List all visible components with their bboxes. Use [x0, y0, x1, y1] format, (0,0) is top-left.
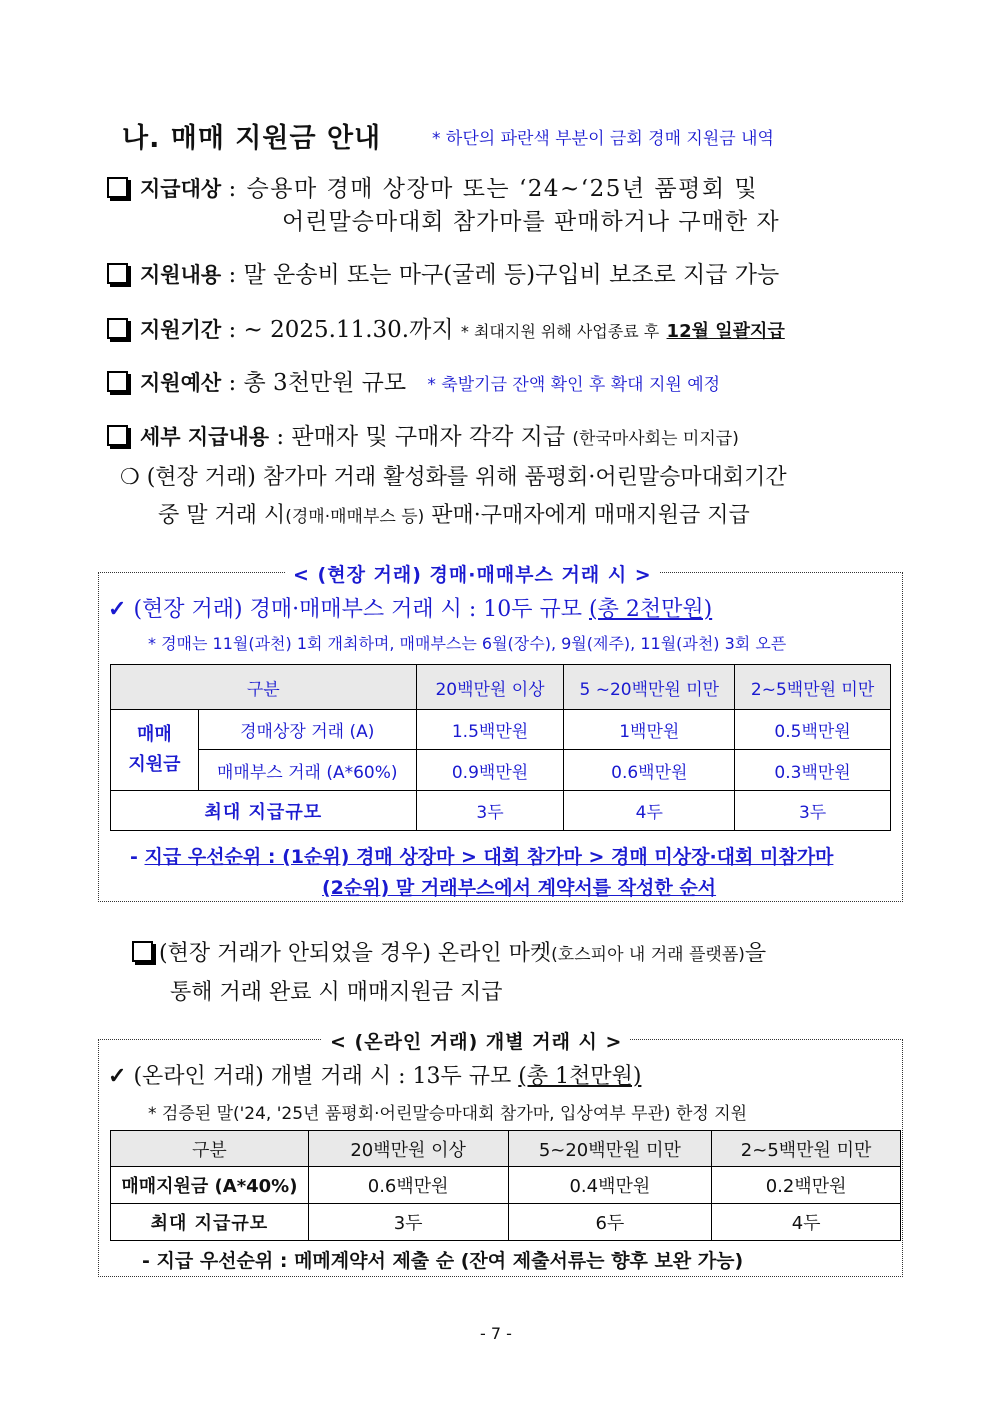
dash: -	[130, 846, 145, 868]
online-cell: 0.6백만원	[308, 1167, 508, 1204]
onsite-check-total: (총 2천만원)	[589, 597, 713, 622]
online-row-label: 매매지원금 (A*40%)	[111, 1167, 309, 1204]
checkbox-square-icon	[107, 371, 128, 392]
item-target-line1: : 승용마 경매 상장마 또는 ‘24~‘25년 품평회 및	[228, 176, 759, 202]
onsite-row-label: 매매부스 거래 (A*60%)	[198, 750, 416, 791]
online-table-head-0: 구분	[111, 1131, 309, 1167]
item-content-label: 지원내용	[140, 263, 222, 287]
checkbox-square-icon	[107, 425, 128, 446]
online-cell: 4두	[712, 1204, 901, 1241]
onsite-max-cell: 3두	[416, 791, 564, 831]
onsite-priority-line2: (2순위) 말 거래부스에서 계약서를 작성한 순서	[322, 877, 717, 899]
item-detail	[107, 418, 739, 451]
bullet-line2-small: (경매·매매부스 등)	[285, 507, 425, 527]
onsite-table-head-2: 5 ~20백만원 미만	[564, 665, 735, 710]
item-period	[107, 311, 785, 344]
onsite-table-head-0: 구분	[111, 665, 417, 710]
item-budget-note: * 축발기금 잔액 확인 후 확대 지원 예정	[427, 375, 721, 395]
online-table-head-3: 2~5백만원 미만	[712, 1131, 901, 1167]
onsite-table-head-1: 20백만원 이상	[416, 665, 564, 710]
section-heading: 나. 매매 지원금 안내	[122, 123, 382, 154]
onsite-box-title: < (현장 거래) 경매·매매부스 거래 시 >	[285, 560, 660, 587]
item-period-text: : ~ 2025.11.30.까지	[228, 317, 454, 343]
item-target-label: 지급대상	[140, 177, 222, 201]
checkbox-square-icon	[107, 318, 128, 339]
online-intro-a: (현장 거래가 안되었을 경우) 온라인 마켓	[159, 941, 552, 966]
onsite-row-label: 경매상장 거래 (A)	[198, 710, 416, 750]
online-cell: 0.2백만원	[712, 1167, 901, 1204]
online-box-title: < (온라인 거래) 개별 거래 시 >	[322, 1027, 630, 1054]
checkbox-square-icon	[132, 941, 153, 962]
online-intro-small: (호스피아 내 거래 플랫폼)	[551, 945, 745, 965]
page-number: - 7 -	[480, 1324, 512, 1343]
online-cell: 3두	[308, 1204, 508, 1241]
onsite-cell: 0.3백만원	[735, 750, 891, 791]
onsite-max-label: 최대 지급규모	[111, 791, 417, 831]
item-detail-note: (한국마사회는 미지급)	[572, 429, 739, 449]
item-content-text: : 말 운송비 또는 마구(굴레 등)구입비 보조로 지급 가능	[228, 262, 780, 288]
online-row-label: 최대 지급규모	[111, 1204, 309, 1241]
onsite-cell: 1백만원	[564, 710, 735, 750]
onsite-cell: 1.5백만원	[416, 710, 564, 750]
online-table	[110, 1130, 901, 1241]
onsite-priority-1	[130, 842, 833, 869]
onsite-group-label: 매매 지원금	[111, 710, 199, 791]
onsite-cell: 0.9백만원	[416, 750, 564, 791]
online-intro-b: 을	[744, 941, 767, 966]
checkbox-square-icon	[107, 177, 128, 198]
online-intro-line2: 통해 거래 완료 시 매매지원금 지급	[170, 980, 503, 1005]
item-detail-label: 세부 지급내용	[140, 425, 270, 449]
bullet-line2-b: 판매·구매자에게 매매지원금 지급	[431, 503, 750, 528]
online-note: * 검증된 말('24, '25년 품평회·어린말승마대회 참가마, 입상여부 무관) 한정 지원	[148, 1104, 748, 1124]
item-period-note-emph: 12월 일괄지급	[666, 321, 785, 342]
onsite-cell: 0.5백만원	[735, 710, 891, 750]
item-target-line2: 어린말승마대회 참가마를 판매하거나 구매한 자	[282, 209, 780, 235]
online-table-head-1: 20백만원 이상	[308, 1131, 508, 1167]
item-period-label: 지원기간	[140, 318, 222, 342]
bullet-line1: ❍ (현장 거래) 참가마 거래 활성화를 위해 품평회·어린말승마대회기간	[120, 465, 787, 490]
online-cell: 0.4백만원	[508, 1167, 712, 1204]
item-detail-text: : 판매자 및 구매자 각각 지급	[276, 424, 566, 450]
online-check-line	[108, 1059, 641, 1090]
onsite-note: * 경매는 11월(과천) 1회 개최하며, 매매부스는 6월(장수), 9월(제주), 11월(과천) 3회 오픈	[148, 634, 787, 653]
onsite-priority-line1: 지급 우선순위 : (1순위) 경매 상장마 > 대회 참가마 > 경매 미상장·대회 미참가마	[144, 846, 834, 868]
bullet-line2	[158, 498, 750, 529]
onsite-max-cell: 3두	[735, 791, 891, 831]
online-cell: 6두	[508, 1204, 712, 1241]
onsite-cell: 0.6백만원	[564, 750, 735, 791]
online-intro-line1	[132, 936, 766, 967]
online-priority: - 지급 우선순위 : 메메계약서 제출 순 (잔여 제출서류는 향후 보완 가능)	[142, 1250, 744, 1272]
checkbox-square-icon	[107, 263, 128, 284]
heading-note: * 하단의 파란색 부분이 금회 경매 지원금 내역	[432, 129, 774, 149]
item-content	[107, 256, 779, 289]
onsite-check-text: (현장 거래) 경매·매매부스 거래 시 : 10두 규모	[133, 597, 582, 622]
bullet-line2-a: 중 말 거래 시	[158, 503, 286, 528]
item-budget-label: 지원예산	[140, 371, 222, 395]
checkmark-icon: ✓	[108, 596, 127, 622]
onsite-table-head-3: 2~5백만원 미만	[735, 665, 891, 710]
online-check-total: (총 1천만원)	[518, 1064, 642, 1089]
online-check-text: (온라인 거래) 개별 거래 시 : 13두 규모	[133, 1064, 512, 1089]
online-table-head-2: 5~20백만원 미만	[508, 1131, 712, 1167]
item-budget	[107, 364, 720, 397]
item-target	[107, 170, 758, 203]
checkmark-icon: ✓	[108, 1063, 127, 1089]
item-budget-text: : 총 3천만원 규모	[228, 370, 407, 396]
item-period-note: * 최대지원 위해 사업종료 후	[460, 322, 660, 341]
onsite-max-cell: 4두	[564, 791, 735, 831]
onsite-table	[110, 664, 891, 831]
onsite-check-line	[108, 592, 712, 623]
